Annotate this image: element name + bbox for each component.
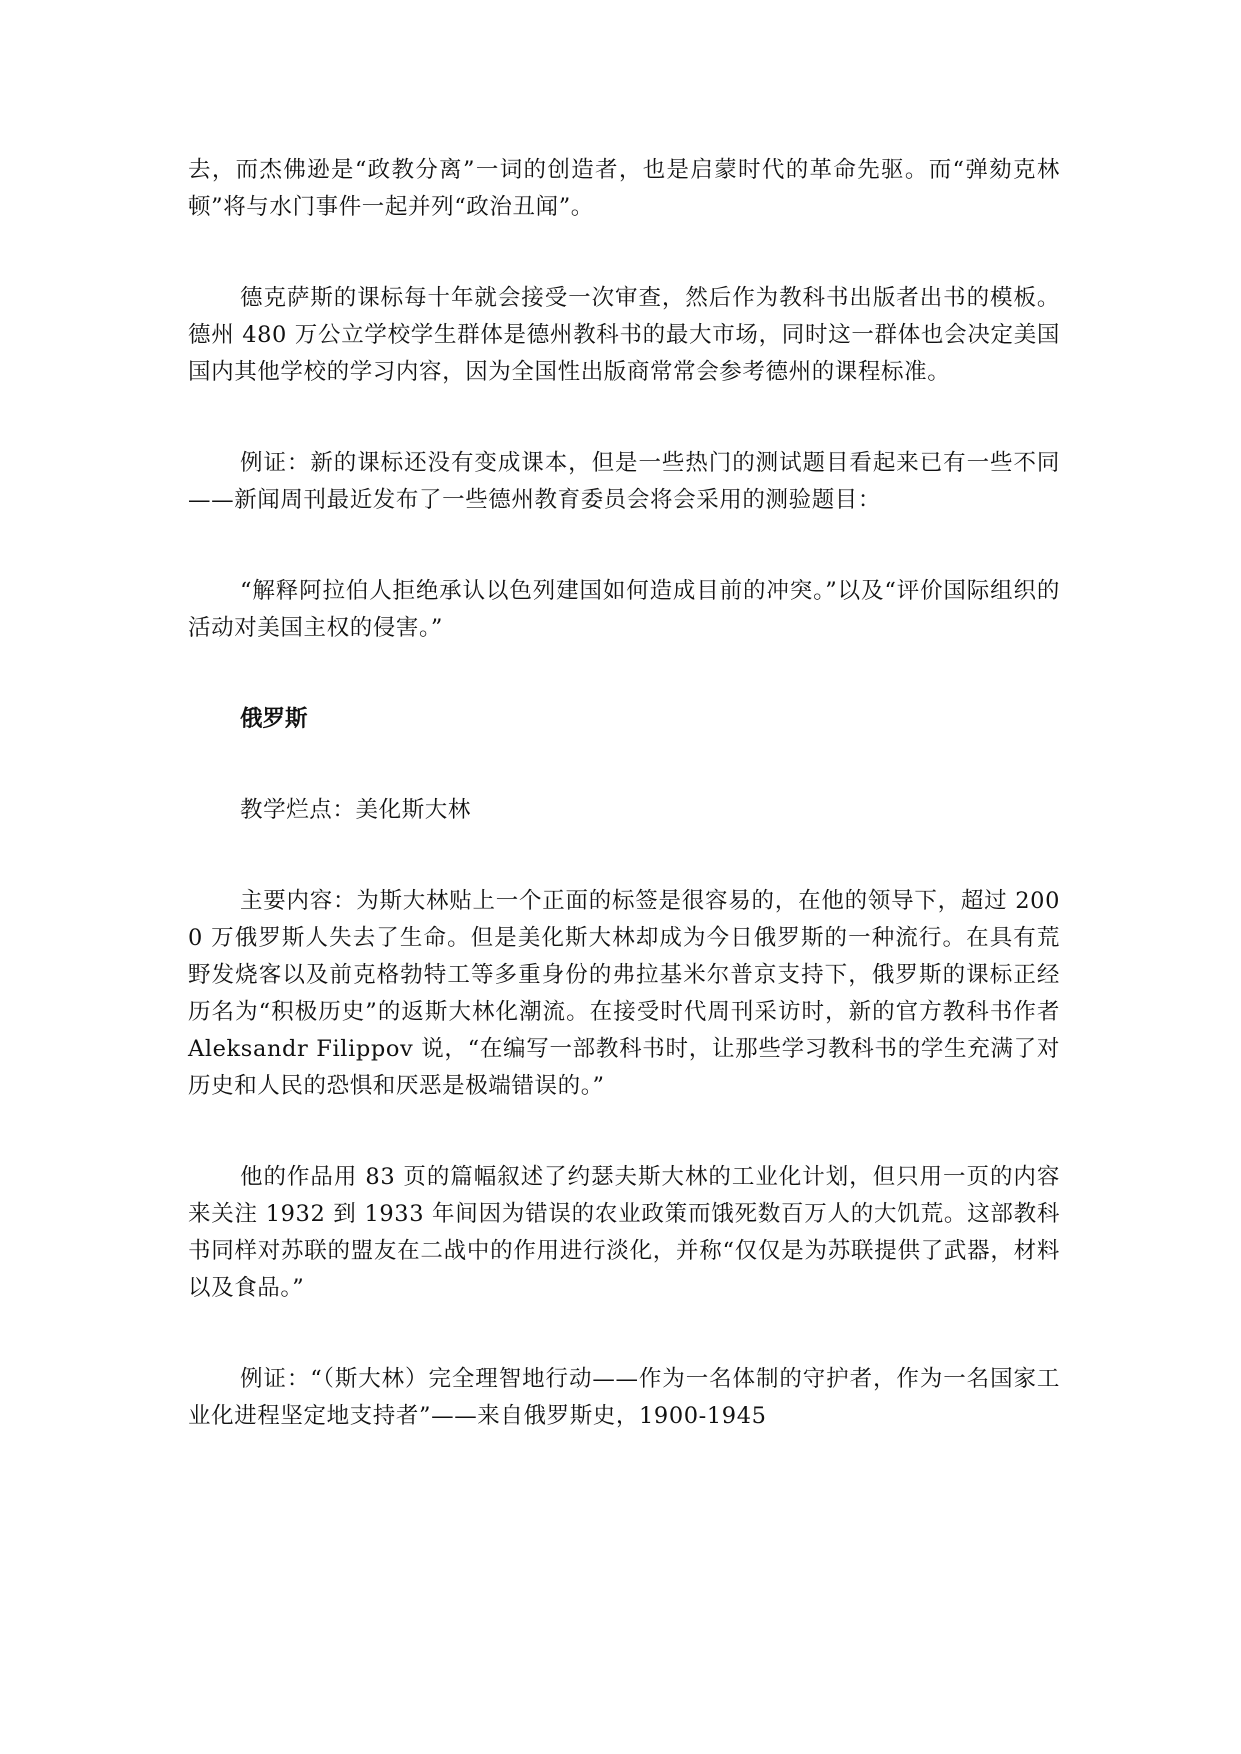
document-body <box>188 152 1060 1489</box>
paragraph-texas-curriculum: 德克萨斯的课标每十年就会接受一次审查，然后作为教科书出版者出书的模板。德州 480 万公立学校学生群体是德州教科书的最大市场，同时这一群体也会决定美国国内其他学校的学习内容，因为全国性出版商常常会参考德州的课程标准。 <box>188 285 1060 385</box>
paragraph-industrialization: 他的作品用 83 页的篇幅叙述了约瑟夫斯大林的工业化计划，但只用一页的内容来关注 1932 到 1933 年间因为错误的农业政策而饿死数百万人的大饥荒。这部教科书同样对苏联的盟友在二战中的作用进行淡化，并称“仅仅是为苏联提供了武器，材料以及食品。” <box>188 1164 1060 1301</box>
paragraph-teaching-issue: 教学烂点：美化斯大林 <box>240 797 472 823</box>
paragraph-example-newsweek: 例证：新的课标还没有变成课本，但是一些热门的测试题目看起来已有一些不同——新闻周刊最近发布了一些德州教育委员会将会采用的测验题目： <box>188 450 1060 513</box>
paragraph-quote-questions: “解释阿拉伯人拒绝承认以色列建国如何造成目前的冲突。”以及“评价国际组织的活动对美国主权的侵害。” <box>188 578 1060 641</box>
paragraph-continuation: 去，而杰佛逊是“政教分离”一词的创造者，也是启蒙时代的革命先驱。而“弹劾克林顿”将与水门事件一起并列“政治丑闻”。 <box>188 157 1060 220</box>
section-heading-russia: 俄罗斯 <box>240 706 308 732</box>
paragraph-example-stalin: 例证：“（斯大林）完全理智地行动——作为一名体制的守护者，作为一名国家工业化进程坚定地支持者”——来自俄罗斯史，1900-1945 <box>188 1366 1060 1429</box>
paragraph-main-content: 主要内容：为斯大林贴上一个正面的标签是很容易的，在他的领导下，超过 2000 万俄罗斯人失去了生命。但是美化斯大林却成为今日俄罗斯的一种流行。在具有荒野发烧客以及前克格勃特工等多重身份的弗拉基米尔普京支持下，俄罗斯的课标正经历名为“积极历史”的返斯大林化潮流。在接受时代周刊采访时，新的官方教科书作者 Aleksandr Filippov 说，“在编写一部教科书时，让那些学习教科书的学生充满了对历史和人民的恐惧和厌恶是极端错误的。” <box>188 888 1060 1099</box>
